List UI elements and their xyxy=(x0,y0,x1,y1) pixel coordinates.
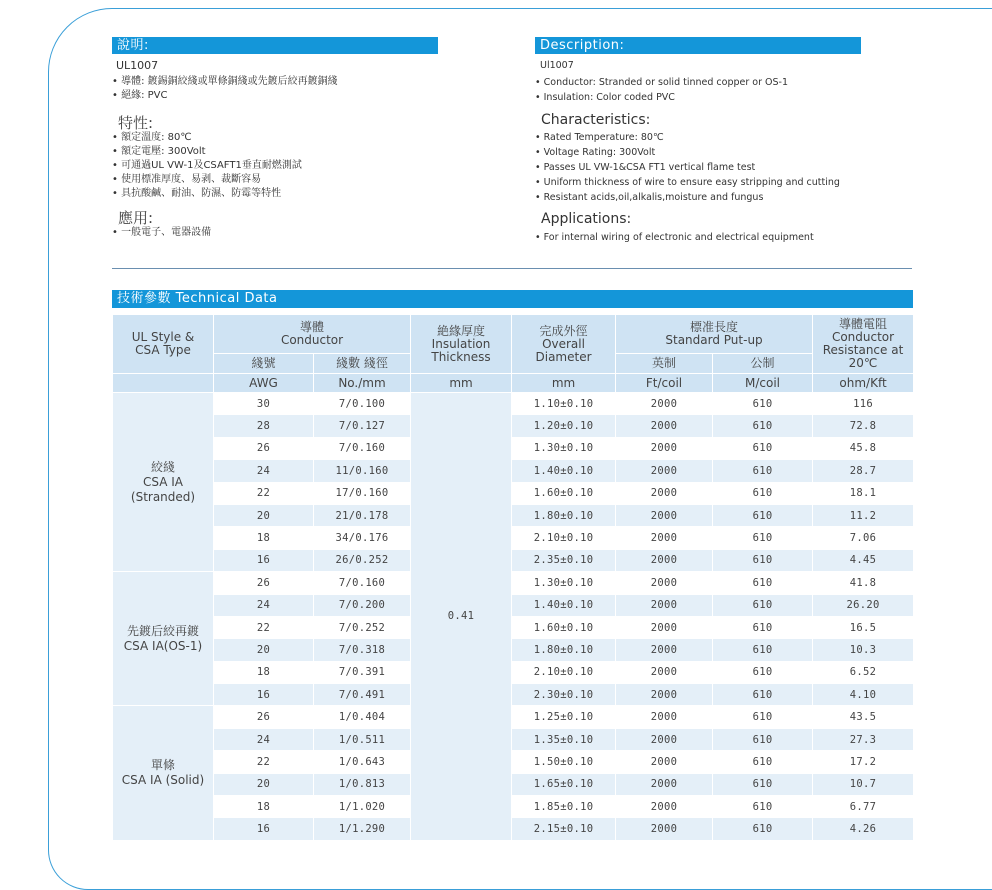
table-cell: 7/0.252 xyxy=(314,616,411,638)
cable-type-label: CSA IA(OS-1) xyxy=(123,638,203,653)
table-cell: 2000 xyxy=(616,572,713,594)
table-cell: 6.52 xyxy=(813,661,914,683)
zh-characteristics-title: 特性: xyxy=(118,114,154,132)
header-style xyxy=(113,315,214,374)
table-cell: 16 xyxy=(214,684,314,706)
table-row xyxy=(113,818,914,840)
en-characteristics-title: Characteristics: xyxy=(541,112,651,128)
table-cell: 41.8 xyxy=(813,572,914,594)
table-cell: 610 xyxy=(713,751,813,773)
table-cell: 610 xyxy=(713,706,813,728)
technical-data-bar xyxy=(112,290,913,308)
table-cell: 2000 xyxy=(616,437,713,459)
table-cell: 2000 xyxy=(616,773,713,795)
table-cell: 1.80±0.10 xyxy=(512,639,616,661)
header-resistance xyxy=(813,315,914,374)
table-cell: 30 xyxy=(214,393,314,415)
list-item: • Uniform thickness of wire to ensure easy stripping and cutting xyxy=(535,175,840,190)
header-diameter-en1: Overall xyxy=(542,336,585,351)
table-cell: 1/0.813 xyxy=(314,773,411,795)
table-cell: 2.10±0.10 xyxy=(512,527,616,549)
list-item: • 絕緣: PVC xyxy=(112,89,338,103)
en-description-list xyxy=(535,75,788,105)
table-cell: 22 xyxy=(214,482,314,504)
table-cell: 2000 xyxy=(616,460,713,482)
table-cell: 2000 xyxy=(616,415,713,437)
list-item: • Passes UL VW-1&CSA FT1 vertical flame test xyxy=(535,160,840,175)
table-cell: 1/1.020 xyxy=(314,796,411,818)
table-cell: 610 xyxy=(713,549,813,571)
table-cell: 10.3 xyxy=(813,639,914,661)
table-cell: 24 xyxy=(214,594,314,616)
table-row xyxy=(113,796,914,818)
table-cell: 2000 xyxy=(616,504,713,526)
header-awg: 綫號 xyxy=(214,354,314,374)
en-applications-title: Applications: xyxy=(541,211,632,227)
table-cell: 2000 xyxy=(616,661,713,683)
table-cell: 1.10±0.10 xyxy=(512,393,616,415)
table-cell: 2000 xyxy=(616,549,713,571)
zh-characteristics-list xyxy=(112,131,302,201)
table-row xyxy=(113,661,914,683)
table-cell: 16 xyxy=(214,549,314,571)
table-cell: 610 xyxy=(713,616,813,638)
zh-style: UL1007 xyxy=(116,59,159,72)
table-cell: 45.8 xyxy=(813,437,914,459)
table-cell: 116 xyxy=(813,393,914,415)
header-insulation xyxy=(411,315,512,374)
table-row xyxy=(113,504,914,526)
table-cell: 610 xyxy=(713,818,813,840)
table-cell: 610 xyxy=(713,572,813,594)
table-cell: 7/0.100 xyxy=(314,393,411,415)
table-cell: 2000 xyxy=(616,594,713,616)
table-row xyxy=(113,728,914,750)
table-cell: 1.80±0.10 xyxy=(512,504,616,526)
unit-m: M/coil xyxy=(713,374,813,393)
table-cell: 610 xyxy=(713,773,813,795)
section-divider xyxy=(112,268,912,269)
table-row xyxy=(113,415,914,437)
table-cell: 2000 xyxy=(616,796,713,818)
table-cell: 28 xyxy=(214,415,314,437)
table-cell: 1.30±0.10 xyxy=(512,437,616,459)
table-cell: 7.06 xyxy=(813,527,914,549)
list-item: • Rated Temperature: 80℃ xyxy=(535,130,840,145)
header-conductor-zh: 導體 xyxy=(300,320,325,334)
table-cell: 2000 xyxy=(616,818,713,840)
header-style-line1: UL Style & xyxy=(131,330,195,344)
table-cell: 4.26 xyxy=(813,818,914,840)
list-item: • 一般電子、電器設備 xyxy=(112,226,211,240)
header-diameter-zh: 完成外徑 xyxy=(539,323,588,338)
table-cell: 1.25±0.10 xyxy=(512,706,616,728)
table-cell: 22 xyxy=(214,616,314,638)
table-cell: 11.2 xyxy=(813,504,914,526)
insulation-cell: 0.41 xyxy=(411,393,512,841)
unit-diameter: mm xyxy=(512,374,616,393)
table-cell: 26 xyxy=(214,572,314,594)
table-cell: 1.30±0.10 xyxy=(512,572,616,594)
table-cell: 2000 xyxy=(616,639,713,661)
table-cell: 11/0.160 xyxy=(314,460,411,482)
table-row xyxy=(113,527,914,549)
table-cell: 27.3 xyxy=(813,728,914,750)
table-cell: 26.20 xyxy=(813,594,914,616)
header-insulation-en1: Insulation xyxy=(431,336,491,351)
table-row xyxy=(113,437,914,459)
table-cell: 2000 xyxy=(616,706,713,728)
table-cell: 610 xyxy=(713,527,813,549)
table-cell: 610 xyxy=(713,684,813,706)
list-item: • 使用標准厚度、易剥、裁斷容易 xyxy=(112,173,302,187)
technical-data-title: 技術參數 Technical Data xyxy=(117,291,278,306)
en-description-title: Description: xyxy=(540,38,625,53)
cable-type-label: 先鍍后絞再鍍 xyxy=(126,623,199,638)
table-cell: 26/0.252 xyxy=(314,549,411,571)
table-cell: 1.60±0.10 xyxy=(512,616,616,638)
table-cell: 10.7 xyxy=(813,773,914,795)
table-cell: 2000 xyxy=(616,527,713,549)
table-cell: 2000 xyxy=(616,684,713,706)
list-item: • Voltage Rating: 300Volt xyxy=(535,145,840,160)
table-cell: 610 xyxy=(713,639,813,661)
header-diameter-en2: Diameter xyxy=(535,349,592,364)
en-characteristics-list xyxy=(535,130,840,205)
table-cell: 7/0.160 xyxy=(314,437,411,459)
cable-type-cell xyxy=(113,572,214,706)
table-cell: 26 xyxy=(214,706,314,728)
table-cell: 1.40±0.10 xyxy=(512,460,616,482)
cable-type-label: CSA IA xyxy=(143,474,183,489)
header-strand: 綫數 綫徑 xyxy=(314,354,411,374)
cable-type-label: 單條 xyxy=(150,758,175,773)
header-putup xyxy=(616,315,813,354)
cable-type-label: 絞綫 xyxy=(150,459,175,474)
table-cell: 610 xyxy=(713,661,813,683)
table-row xyxy=(113,684,914,706)
cable-type-label: CSA IA (Solid) xyxy=(121,773,205,788)
table-cell: 28.7 xyxy=(813,460,914,482)
list-item: • Insulation: Color coded PVC xyxy=(535,90,788,105)
header-resistance-zh: 導體電阻 xyxy=(839,317,888,331)
unit-blank xyxy=(113,374,214,393)
table-row xyxy=(113,616,914,638)
header-putup-zh: 標准長度 xyxy=(690,320,739,334)
table-cell: 17/0.160 xyxy=(314,482,411,504)
table-cell: 2.10±0.10 xyxy=(512,661,616,683)
table-cell: 2000 xyxy=(616,616,713,638)
table-cell: 610 xyxy=(713,460,813,482)
table-cell: 18 xyxy=(214,661,314,683)
table-cell: 4.45 xyxy=(813,549,914,571)
table-cell: 1.65±0.10 xyxy=(512,773,616,795)
table-row xyxy=(113,706,914,728)
table-cell: 2000 xyxy=(616,751,713,773)
table-cell: 22 xyxy=(214,751,314,773)
table-cell: 1.50±0.10 xyxy=(512,751,616,773)
zh-applications-title: 應用: xyxy=(118,209,154,227)
table-cell: 7/0.200 xyxy=(314,594,411,616)
table-row xyxy=(113,393,914,415)
table-cell: 2000 xyxy=(616,393,713,415)
list-item: • Conductor: Stranded or solid tinned copper or OS-1 xyxy=(535,75,788,90)
table-cell: 2.35±0.10 xyxy=(512,549,616,571)
table-row xyxy=(113,751,914,773)
table-cell: 72.8 xyxy=(813,415,914,437)
cable-type-cell xyxy=(113,393,214,572)
table-cell: 610 xyxy=(713,504,813,526)
table-cell: 1/0.511 xyxy=(314,728,411,750)
header-insulation-en2: Thickness xyxy=(431,349,491,364)
table-row xyxy=(113,549,914,571)
table-cell: 26 xyxy=(214,437,314,459)
table-cell: 1.85±0.10 xyxy=(512,796,616,818)
table-cell: 21/0.178 xyxy=(314,504,411,526)
table-cell: 1.35±0.10 xyxy=(512,728,616,750)
table-cell: 610 xyxy=(713,728,813,750)
table-cell: 2.15±0.10 xyxy=(512,818,616,840)
table-cell: 6.77 xyxy=(813,796,914,818)
table-cell: 1/0.643 xyxy=(314,751,411,773)
table-cell: 34/0.176 xyxy=(314,527,411,549)
list-item: • Resistant acids,oil,alkalis,moisture and fungus xyxy=(535,190,840,205)
table-cell: 43.5 xyxy=(813,706,914,728)
header-style-line2: CSA Type xyxy=(135,343,191,357)
unit-ft: Ft/coil xyxy=(616,374,713,393)
table-cell: 1.20±0.10 xyxy=(512,415,616,437)
list-item: • 可通過UL VW-1及CSAFT1垂直耐燃測試 xyxy=(112,159,302,173)
table-cell: 7/0.127 xyxy=(314,415,411,437)
en-applications-list xyxy=(535,230,814,245)
table-cell: 2000 xyxy=(616,728,713,750)
table-cell: 1.60±0.10 xyxy=(512,482,616,504)
table-cell: 610 xyxy=(713,415,813,437)
table-cell: 20 xyxy=(214,639,314,661)
table-cell: 1/1.290 xyxy=(314,818,411,840)
technical-data-table xyxy=(112,314,914,841)
table-cell: 18.1 xyxy=(813,482,914,504)
table-row xyxy=(113,460,914,482)
table-cell: 24 xyxy=(214,728,314,750)
table-row xyxy=(113,594,914,616)
unit-insulation: mm xyxy=(411,374,512,393)
zh-description-title: 說明: xyxy=(117,38,149,53)
table-cell: 16.5 xyxy=(813,616,914,638)
en-description-bar xyxy=(535,37,861,54)
table-cell: 7/0.160 xyxy=(314,572,411,594)
table-cell: 2000 xyxy=(616,482,713,504)
list-item: • 額定溫度: 80℃ xyxy=(112,131,302,145)
table-cell: 610 xyxy=(713,393,813,415)
header-resistance-en3: 20℃ xyxy=(848,356,878,370)
en-style: Ul1007 xyxy=(540,60,574,71)
header-resistance-en1: Conductor xyxy=(831,330,895,344)
header-resistance-en2: Resistance at xyxy=(822,343,904,357)
table-cell: 20 xyxy=(214,504,314,526)
unit-resistance: ohm/Kft xyxy=(813,374,914,393)
unit-awg: AWG xyxy=(214,374,314,393)
table-row xyxy=(113,639,914,661)
table-cell: 2.30±0.10 xyxy=(512,684,616,706)
header-diameter xyxy=(512,315,616,374)
zh-description-list xyxy=(112,75,338,103)
table-cell: 7/0.318 xyxy=(314,639,411,661)
table-row xyxy=(113,482,914,504)
header-m: 公制 xyxy=(713,354,813,374)
table-row xyxy=(113,572,914,594)
table-cell: 4.10 xyxy=(813,684,914,706)
zh-description-bar xyxy=(112,37,438,54)
list-item: • For internal wiring of electronic and electrical equipment xyxy=(535,230,814,245)
table-cell: 7/0.391 xyxy=(314,661,411,683)
table-cell: 610 xyxy=(713,594,813,616)
table-cell: 16 xyxy=(214,818,314,840)
list-item: • 導體: 鍍錫銅絞綫或單條銅綫或先鍍后絞再鍍銅綫 xyxy=(112,75,338,89)
zh-applications-list xyxy=(112,226,211,240)
table-cell: 1.40±0.10 xyxy=(512,594,616,616)
header-conductor xyxy=(214,315,411,354)
table-cell: 24 xyxy=(214,460,314,482)
table-cell: 610 xyxy=(713,796,813,818)
header-insulation-zh: 絶緣厚度 xyxy=(437,323,486,338)
table-cell: 610 xyxy=(713,482,813,504)
table-cell: 18 xyxy=(214,527,314,549)
table-cell: 20 xyxy=(214,773,314,795)
list-item: • 額定電壓: 300Volt xyxy=(112,145,302,159)
table-cell: 610 xyxy=(713,437,813,459)
header-putup-en: Standard Put-up xyxy=(665,333,763,347)
cable-type-cell xyxy=(113,706,214,840)
table-row xyxy=(113,773,914,795)
list-item: • 具抗酸鹹、耐油、防濕、防霉等特性 xyxy=(112,187,302,201)
table-body xyxy=(113,393,914,841)
header-conductor-en: Conductor xyxy=(280,333,344,347)
table-cell: 7/0.491 xyxy=(314,684,411,706)
table-cell: 18 xyxy=(214,796,314,818)
header-ft: 英制 xyxy=(616,354,713,374)
table-cell: 1/0.404 xyxy=(314,706,411,728)
cable-type-label: (Stranded) xyxy=(130,489,196,504)
unit-strand: No./mm xyxy=(314,374,411,393)
table-cell: 17.2 xyxy=(813,751,914,773)
